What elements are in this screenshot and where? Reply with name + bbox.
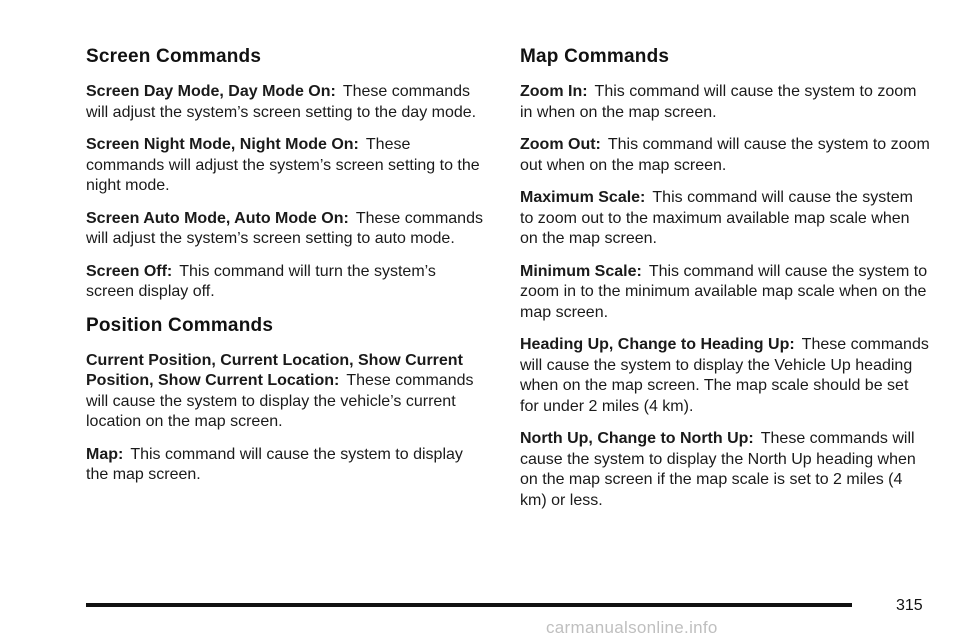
map-commands-section bbox=[520, 46, 930, 511]
command-term: Screen Auto Mode, Auto Mode On: bbox=[86, 209, 349, 227]
command-description: This command will turn the system’s screen display off. bbox=[86, 262, 436, 300]
command-description: These commands will cause the system to display the Vehicle Up heading when on the map screen. The map scale should be set for under 2 miles (4 km). bbox=[520, 336, 929, 415]
command-entry bbox=[520, 135, 930, 176]
command-description: This command will cause the system to display the map screen. bbox=[86, 445, 463, 483]
left-column bbox=[86, 46, 486, 498]
command-entry bbox=[86, 135, 486, 197]
section-heading: Screen Commands bbox=[86, 46, 262, 67]
command-description: These commands will adjust the system’s screen setting to the day mode. bbox=[86, 83, 477, 121]
page-number: 315 bbox=[896, 597, 923, 614]
command-term: Minimum Scale: bbox=[520, 262, 642, 280]
command-entry bbox=[520, 82, 930, 123]
watermark: carmanualsonline.info bbox=[546, 618, 718, 637]
screen-commands-section bbox=[86, 46, 486, 303]
command-entry bbox=[520, 429, 930, 511]
command-entry bbox=[86, 351, 486, 433]
command-entry bbox=[520, 335, 930, 417]
command-term: Screen Night Mode, Night Mode On: bbox=[86, 136, 359, 153]
command-term: Maximum Scale: bbox=[520, 189, 646, 206]
command-term: Zoom In: bbox=[520, 83, 588, 100]
command-entry bbox=[86, 82, 486, 123]
command-term: Screen Off: bbox=[86, 262, 173, 280]
command-entry bbox=[520, 262, 930, 324]
command-entry bbox=[86, 209, 486, 250]
command-entry bbox=[86, 445, 486, 486]
command-entry bbox=[86, 262, 486, 303]
command-term: Map: bbox=[86, 445, 124, 463]
right-column bbox=[520, 46, 930, 523]
position-commands-section bbox=[86, 315, 486, 486]
command-description: This command will cause the system to zoom out when on the map screen. bbox=[520, 136, 930, 174]
command-term: North Up, Change to North Up: bbox=[520, 430, 754, 447]
command-description: These commands will adjust the system’s screen setting to the night mode. bbox=[86, 136, 480, 194]
section-heading: Map Commands bbox=[520, 46, 670, 67]
command-description: These commands will cause the system to display the North Up heading when on the map screen if the map scale is set to 2 miles (4 km) or less. bbox=[520, 430, 916, 509]
command-description: This command will cause the system to zoom in to the minimum available map scale when on the map screen. bbox=[520, 262, 928, 321]
section-heading: Position Commands bbox=[86, 314, 274, 336]
command-description: These commands will adjust the system’s screen setting to auto mode. bbox=[86, 209, 483, 247]
command-entry bbox=[520, 188, 930, 250]
footer-rule bbox=[86, 603, 852, 607]
command-description: This command will cause the system to zoom in when on the map screen. bbox=[520, 83, 917, 121]
command-term: Heading Up, Change to Heading Up: bbox=[520, 336, 795, 353]
command-term: Current Position, Current Location, Show Current Position, Show Current Location: bbox=[86, 351, 463, 389]
command-description: These commands will cause the system to display the vehicle’s current location on the map screen. bbox=[86, 372, 474, 430]
command-term: Screen Day Mode, Day Mode On: bbox=[86, 83, 336, 100]
command-description: This command will cause the system to zoom out to the maximum available map scale when on the map screen. bbox=[520, 189, 913, 247]
command-term: Zoom Out: bbox=[520, 136, 601, 153]
